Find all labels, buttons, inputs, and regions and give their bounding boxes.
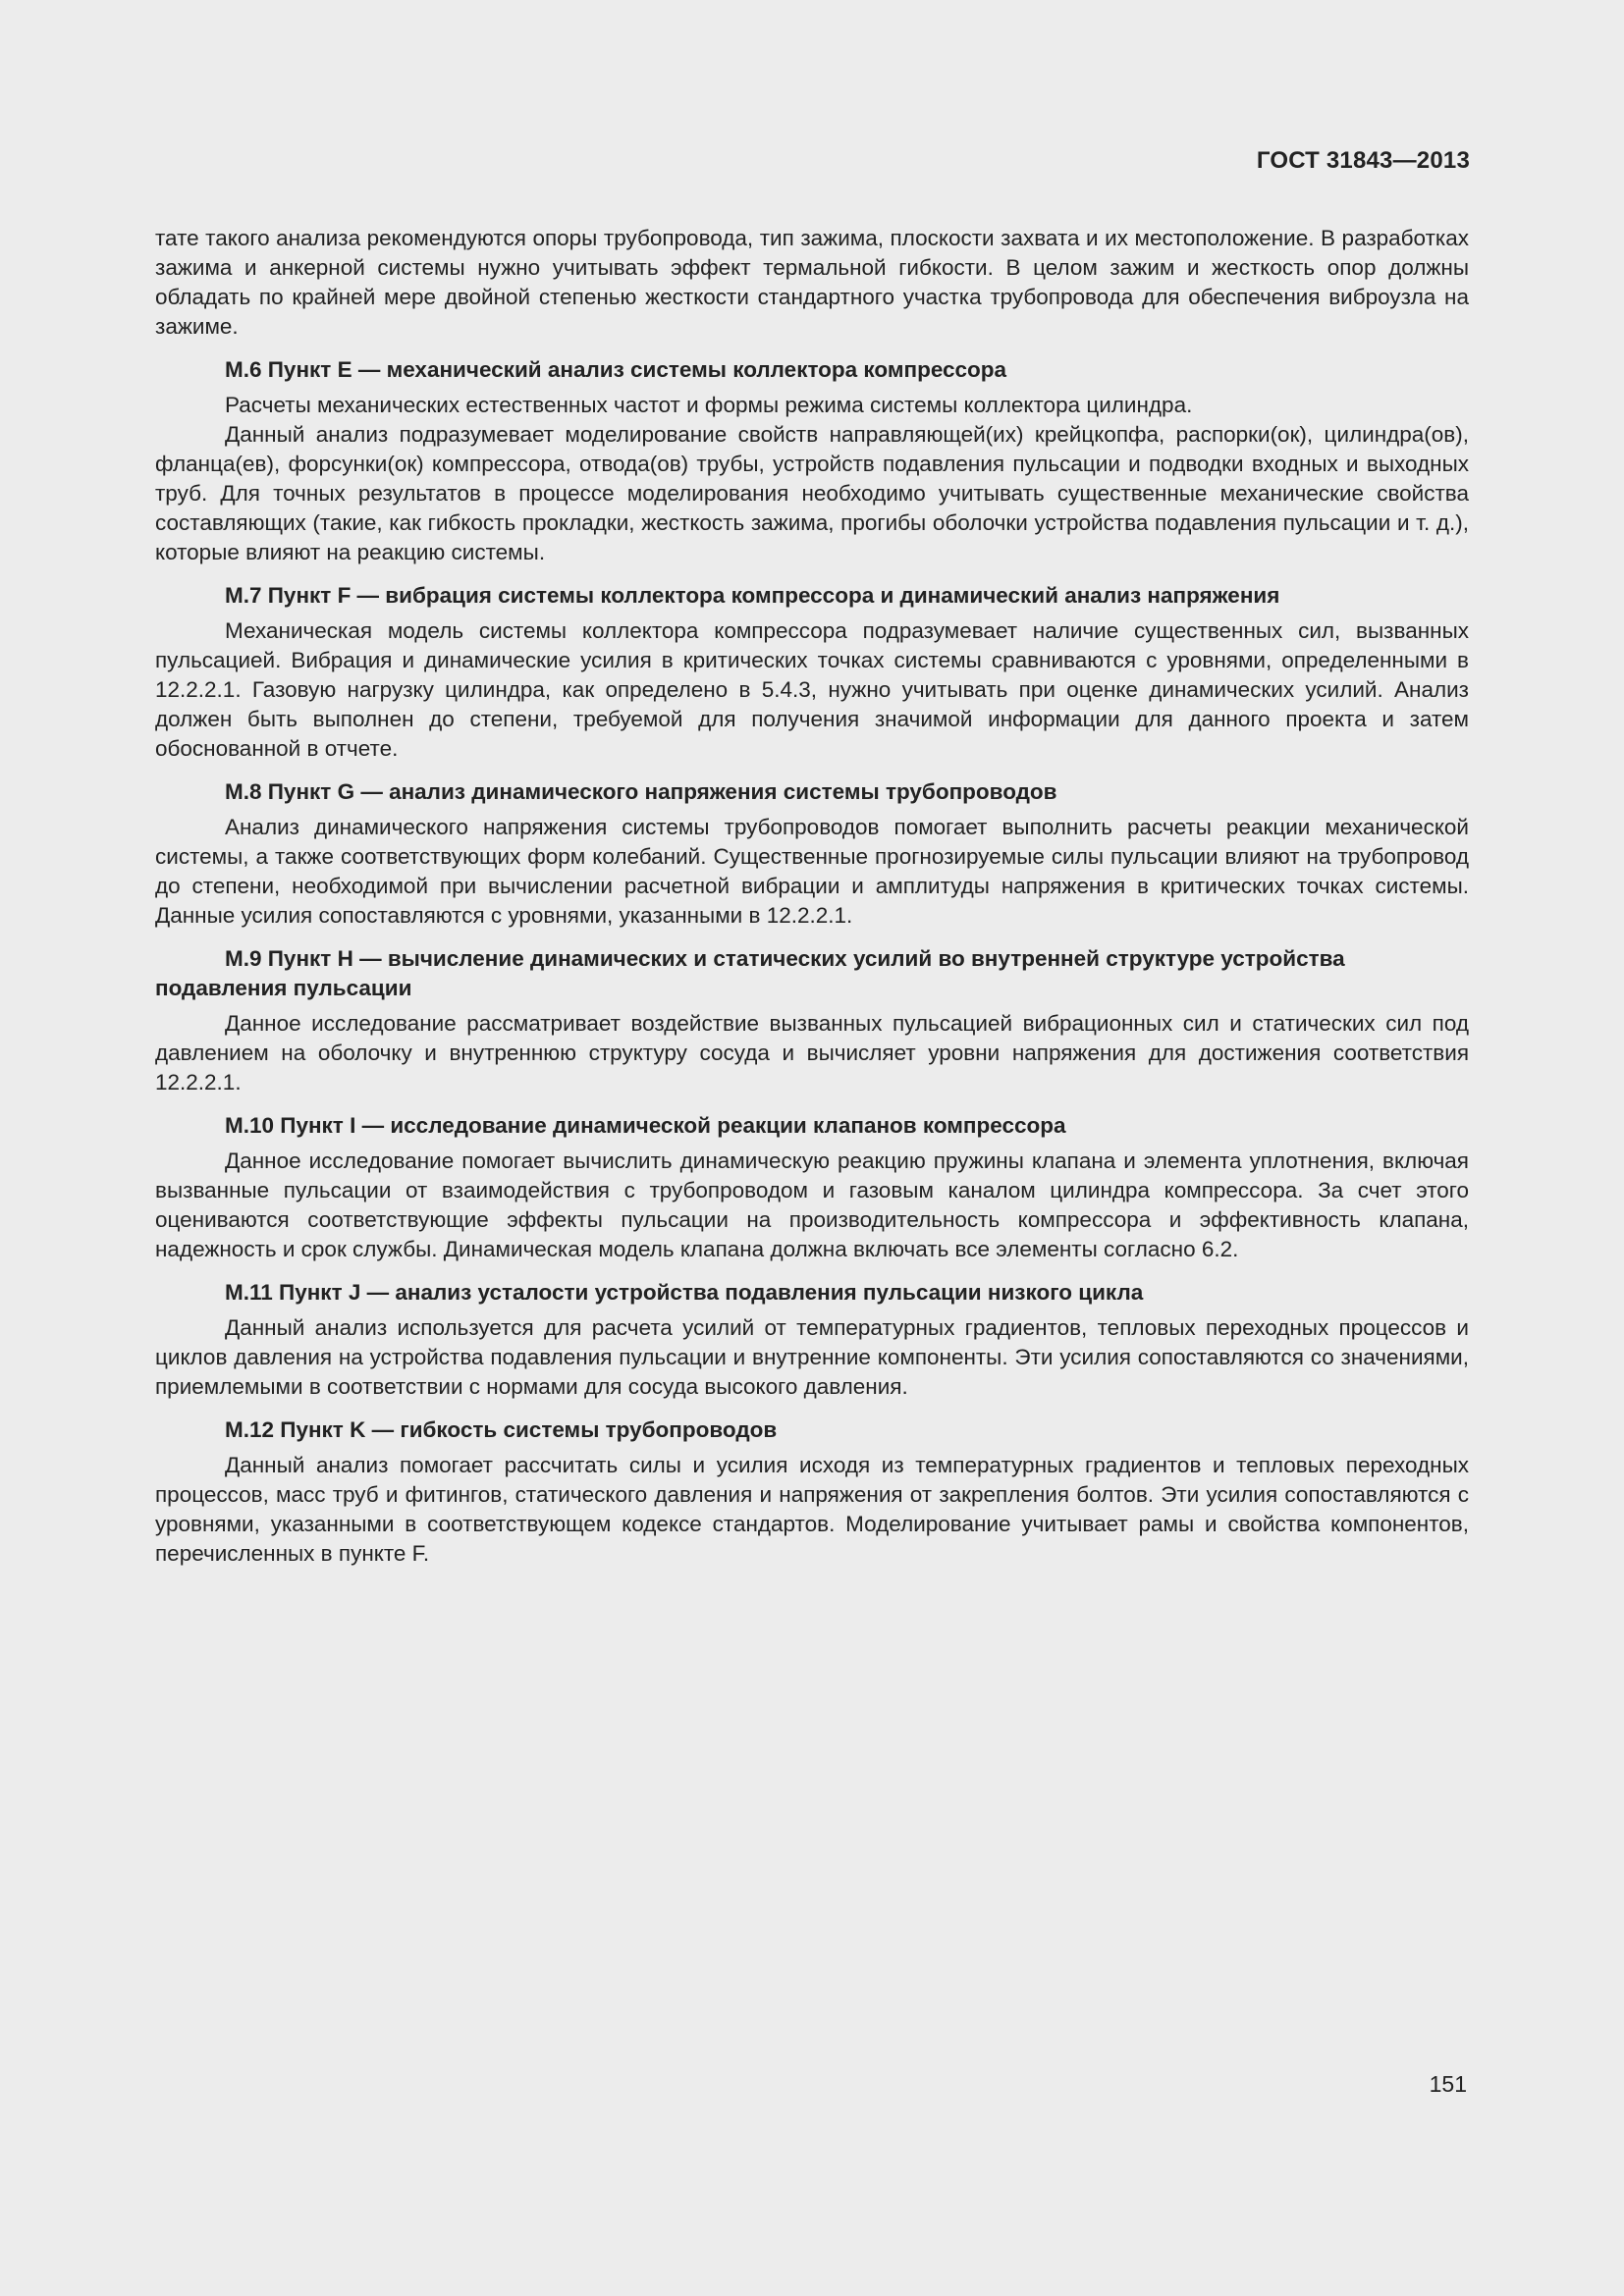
section-m9 [155, 944, 1469, 1097]
section-heading: М.9 Пункт Н — вычисление динамических и статических усилий во внутренней структуре устройства подавления пульсации [155, 946, 1345, 1000]
section-paragraph: Данное исследование рассматривает воздействие вызванных пульсацией вибрационных сил и статических сил под давлением на оболочку и внутреннюю структуру сосуда и вычисляет уровни напряжения для достижения соответствия 12.2.2.1. [155, 1011, 1469, 1095]
section-paragraph: Анализ динамического напряжения системы трубопроводов помогает выполнить расчеты реакции механической системы, а также соответствующих форм колебаний. Существенные прогнозируемые силы пульсации влияют на трубопровод до степени, необходимой при вычислении расчетной вибрации и амплитуды напряжения в критических точках системы. Данные усилия сопоставляются с уровнями, указанными в 12.2.2.1. [155, 815, 1469, 928]
document-code: ГОСТ 31843—2013 [1256, 147, 1470, 174]
section-heading: М.8 Пункт G — анализ динамического напряжения системы трубопроводов [225, 779, 1057, 804]
section-m12 [155, 1415, 1469, 1569]
document-body [155, 224, 1469, 1569]
section-paragraph: Данное исследование помогает вычислить динамическую реакцию пружины клапана и элемента уплотнения, включая вызванные пульсации от взаимодействия с трубопроводом и газовым каналом цилиндра компрессора. За счет этого оцениваются соответствующие эффекты пульсации на производительность компрессора и эффективность клапана, надежность и срок службы. Динамическая модель клапана должна включать все элементы согласно 6.2. [155, 1148, 1469, 1261]
section-heading: М.11 Пункт J — анализ усталости устройства подавления пульсации низкого цикла [225, 1280, 1144, 1305]
section-m10 [155, 1111, 1469, 1264]
section-paragraph: Расчеты механических естественных частот и формы режима системы коллектора цилиндра. [225, 393, 1193, 417]
intro-paragraph: тате такого анализа рекомендуются опоры трубопровода, тип зажима, плоскости захвата и их местоположение. В разработках зажима и анкерной системы нужно учитывать эффект термальной гибкости. В целом зажим и жесткость опор должны обладать по крайней мере двойной степенью жесткости стандартного участка трубопровода для обеспечения виброузла на зажиме. [155, 226, 1469, 339]
section-m8 [155, 777, 1469, 931]
section-paragraph: Данный анализ используется для расчета усилий от температурных градиентов, тепловых переходных процессов и циклов давления на устройства подавления пульсации и внутренние компоненты. Эти усилия сопоставляются со значениями, приемлемыми в соответствии с нормами для сосуда высокого давления. [155, 1315, 1469, 1399]
section-heading: М.6 Пункт Е — механический анализ системы коллектора компрессора [225, 357, 1007, 382]
page-number: 151 [1429, 2071, 1467, 2097]
section-paragraph: Данный анализ подразумевает моделирование свойств направляющей(их) крейцкопфа, распорки(ок), цилиндра(ов), фланца(ев), форсунки(ок) компрессора, отвода(ов) трубы, устройств подавления пульсации и подводки входных и выходных труб. Для точных результатов в процессе моделирования необходимо учитывать существенные механические свойства составляющих (такие, как гибкость прокладки, жесткость зажима, прогибы оболочки устройства подавления пульсации и т. д.), которые влияют на реакцию системы. [155, 422, 1469, 564]
section-heading: М.10 Пункт I — исследование динамической реакции клапанов компрессора [225, 1113, 1066, 1138]
section-m7 [155, 581, 1469, 764]
section-paragraph: Механическая модель системы коллектора компрессора подразумевает наличие существенных сил, вызванных пульсацией. Вибрация и динамические усилия в критических точках системы сравниваются с уровнями, определенными в 12.2.2.1. Газовую нагрузку цилиндра, как определено в 5.4.3, нужно учитывать при оценке динамических усилий. Анализ должен быть выполнен до степени, требуемой для получения значимой информации для данного проекта и затем обоснованной в отчете. [155, 618, 1469, 761]
section-heading: М.12 Пункт K — гибкость системы трубопроводов [225, 1417, 778, 1442]
section-paragraph: Данный анализ помогает рассчитать силы и усилия исходя из температурных градиентов и тепловых переходных процессов, масс труб и фитингов, статического давления и напряжения от закрепления болтов. Эти усилия сопоставляются с уровнями, указанными в соответствующем кодексе стандартов. Моделирование учитывает рамы и свойства компонентов, перечисленных в пункте F. [155, 1453, 1469, 1566]
section-m11 [155, 1278, 1469, 1402]
section-m6 [155, 355, 1469, 567]
section-heading: М.7 Пункт F — вибрация системы коллектора компрессора и динамический анализ напряжения [225, 583, 1280, 608]
